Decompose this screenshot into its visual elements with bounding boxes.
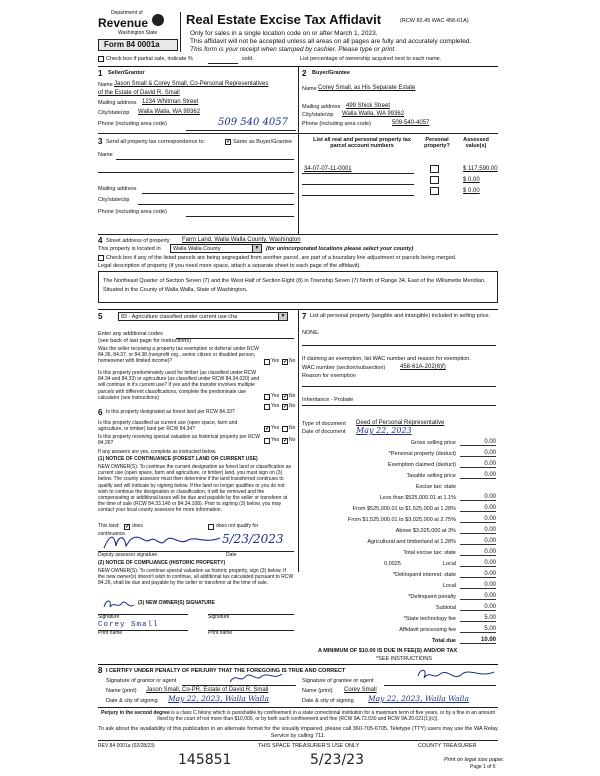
personal-deduct-amount[interactable]: 0.00 bbox=[460, 450, 496, 457]
pct-ownership-label: List percentage of ownership acquired next to each name. bbox=[300, 56, 442, 62]
signature-label-2: Signature bbox=[208, 614, 230, 620]
grantee-name[interactable]: Corey Small bbox=[344, 687, 377, 693]
local-rate: 0.0025 bbox=[384, 561, 401, 567]
chevron-down-icon: ▼ bbox=[278, 313, 287, 320]
street-label: Street address of property bbox=[106, 238, 170, 244]
personal-property-label: List all personal property (tangible and intangible) included in selling price. bbox=[310, 313, 491, 319]
historic-yes-label: Yes bbox=[271, 437, 280, 443]
delinq-local-amount[interactable]: 0.00 bbox=[460, 582, 496, 589]
new-owner-sig-label: (3) NEW OWNER(S) SIGNATURE bbox=[138, 600, 215, 606]
located-label: This property is located in bbox=[98, 246, 161, 252]
delinq-state-amount[interactable]: 0.00 bbox=[460, 571, 496, 578]
notice1-body: NEW OWNER(S): To continue the current designation as forest land or classification as current use (open space, farm and agriculture, or timber) land, you must sign on (3) below. The county assessor must then determine if the land transferred continues to qualify and will indicate by signing below. If the land no longer qualifies or you do not wish to continue the designation or classification, it will be removed and the compensating or additional taxes will be due and payable by the seller or transferor at the time of sale (RCW 84.33.140 or 84.34.108). Prior to signing (3) below, you may contact your local county assessor for more information. bbox=[98, 464, 292, 514]
tier4-label: Above $3,025,000 at 3% bbox=[395, 528, 456, 534]
buyer-city[interactable]: Walla Walla, WA 99362 bbox=[342, 111, 405, 117]
seller-name-line2[interactable]: of the Estate of David R. Small bbox=[98, 90, 180, 96]
county-select[interactable]: Walla Walla County ▼ bbox=[170, 244, 262, 253]
q1-no-checkbox[interactable]: ✓ bbox=[283, 359, 289, 365]
ag-label: Agricultural and timberland at 1.28% bbox=[367, 539, 456, 545]
segregated-label: Check box if any of the listed parcels are being segregated from another parcel, are part of a boundary line adjustment or parcels being merged. bbox=[106, 255, 457, 261]
assessed-value[interactable]: $ 117,590.00 bbox=[463, 166, 498, 172]
q2-yes-label: Yes bbox=[271, 393, 280, 399]
current-use-yes-checkbox[interactable]: ✓ bbox=[265, 426, 271, 432]
continuance-label: continuance. bbox=[98, 531, 127, 537]
accessibility-notice: To ask about the availability of this publication in an alternate format for the visually impaired, please call 360-705-6705. Teletype (TTY) users may use the WA Relay Service by calling 711. bbox=[98, 726, 498, 739]
grantee-signature bbox=[414, 666, 498, 686]
dept-logo-word: Revenue bbox=[98, 16, 149, 30]
historic-question: Is this property receiving special valuation as historical property per RCW 84.26? bbox=[98, 434, 261, 447]
seller-name-label: Name bbox=[98, 82, 113, 88]
buyer-num: 2 bbox=[302, 69, 307, 78]
exemption-deduct-label: Exemption claimed (deduct) bbox=[387, 462, 456, 468]
signature-label-1: Signature bbox=[98, 614, 120, 620]
county-treasurer: COUNTY TREASURER bbox=[418, 743, 477, 749]
subtotal-amount[interactable]: 0.00 bbox=[460, 604, 496, 611]
proc-fee-amount[interactable]: 5.00 bbox=[460, 626, 496, 633]
legal-desc-box[interactable] bbox=[98, 271, 498, 303]
revision: REV 84 0001a (02/28/23) bbox=[98, 743, 155, 749]
seller-mailing[interactable]: 1234 Whitman Street bbox=[142, 99, 199, 105]
seller-city-label: City/state/zip bbox=[98, 110, 130, 116]
forest-no-label: No bbox=[289, 403, 296, 409]
buyer-city-label: City/state/zip bbox=[302, 112, 334, 118]
perjury-text: is a class C felony which is punishable by confinement in a state correctional institution for a maximum term of five years, or by a fine in an amount fixed by the court of not more than $10,000, or by both such confinement and fine (RCW 9A.72.030 and RCW 9A.20.021(1)(c)). bbox=[157, 710, 495, 723]
current-use-no-label: No bbox=[289, 425, 296, 431]
form-sub3: This form is your receipt when stamped by cashier. Please type or print. bbox=[190, 46, 397, 53]
form-title: Real Estate Excise Tax Affidavit bbox=[186, 12, 382, 27]
street-address[interactable]: Farm Land, Walla Walla County, Washington bbox=[182, 237, 301, 243]
assessed-value[interactable]: $ 0.00 bbox=[463, 177, 480, 183]
grantor-date[interactable]: May 22, 2023, Walla Walla bbox=[168, 694, 269, 703]
gross-amount[interactable]: 0.00 bbox=[460, 439, 496, 446]
grantor-sig-label: Signature of grantor or agent bbox=[106, 678, 177, 684]
tech-fee-amount[interactable]: 5.00 bbox=[460, 615, 496, 622]
deputy-date: 5/23/2023 bbox=[222, 532, 284, 546]
minimum-note: A MINIMUM OF $10.00 IS DUE IN FEE(S) AND/OR TAX bbox=[318, 648, 458, 654]
legal-paper-note: Print on legal size paper. bbox=[444, 757, 505, 763]
forest-question: Is this property designated as forest land per RCW 84.33? bbox=[106, 409, 235, 415]
notice1-title: (1) NOTICE OF CONTINUANCE (FOREST LAND OR CURRENT USE) bbox=[98, 456, 258, 462]
buyer-name-label: Name bbox=[302, 86, 317, 92]
sec4-num: 4 bbox=[98, 236, 103, 245]
ag-amount[interactable]: 0.00 bbox=[460, 538, 496, 545]
this-land-label: This land: bbox=[98, 523, 120, 529]
excise-state-label: Excise tax: state bbox=[415, 484, 456, 490]
tier2-amount[interactable]: 0.00 bbox=[460, 505, 496, 512]
assessed-col-header: Assessed value(s) bbox=[463, 137, 489, 150]
tier1-label: Less than $525,000.01 at 1.1% bbox=[379, 495, 456, 501]
total-due-amount[interactable]: 10.00 bbox=[460, 637, 496, 644]
buyer-phone-label: Phone (including area code) bbox=[302, 121, 371, 127]
tier1-amount[interactable]: 0.00 bbox=[460, 494, 496, 501]
new-owner-print-name[interactable]: Corey Small bbox=[98, 621, 159, 629]
seller-mailing-label: Mailing address bbox=[98, 100, 137, 106]
proc-fee-label: Affidavit processing fee bbox=[399, 627, 456, 633]
forest-yes-label: Yes bbox=[271, 403, 280, 409]
notice2-body: NEW OWNER(S): To continue special valuation as historic property, sign (3) below. If the new owner(s) doesn't wish to continue, all additional tax calculated pursuant to RCW 84.26, shall be due and payable by the seller or transferor at the time of sale. bbox=[98, 568, 294, 587]
does-label: does bbox=[132, 523, 143, 529]
parcel-number[interactable]: 34-07-07-11-0001 bbox=[304, 166, 352, 172]
see-instructions: *SEE INSTRUCTIONS bbox=[376, 656, 432, 662]
buyer-mailing[interactable]: 499 Shick Street bbox=[346, 103, 391, 109]
dept-line1: Department of bbox=[111, 10, 143, 16]
personal-property-checkbox[interactable] bbox=[430, 176, 439, 184]
grantor-name[interactable]: Jason Small, Co-PR, Estate of David R. Small bbox=[146, 687, 269, 693]
exemption-deduct-amount[interactable]: 0.00 bbox=[460, 461, 496, 468]
sec6-num: 6 bbox=[98, 408, 103, 417]
dept-state: Washington State bbox=[118, 30, 158, 36]
same-as-buyer-label: Same as Buyer/Grantee bbox=[233, 139, 293, 145]
legal-desc-text: The Northeast Quarter of Section Seven (7) and the West Half of Section Eight (8) in Township Seven (7) North of Range 34, East of the Willamette Meridian. Situated in the County of Walla Walla, State of Washington. bbox=[103, 278, 486, 293]
q1-yes-checkbox[interactable] bbox=[264, 359, 270, 365]
personal-deduct-label: *Personal property (deduct) bbox=[388, 451, 456, 457]
grantor-name-label: Name (print) bbox=[106, 688, 137, 694]
sec3-label: Send all property tax correspondence to: bbox=[106, 139, 206, 145]
sec5-num: 5 bbox=[98, 312, 103, 321]
historic-no-checkbox[interactable]: ✓ bbox=[283, 438, 289, 444]
sec3-mailing-label: Mailing address bbox=[98, 186, 137, 192]
local-amount[interactable]: 0.00 bbox=[460, 560, 496, 567]
tier3-amount[interactable]: 0.00 bbox=[460, 516, 496, 523]
current-use-question: Is this property classified as current use (open space, farm and agriculture, or timber) land per RCW 84.34? bbox=[98, 420, 238, 433]
subtotal-label: Subtotal bbox=[435, 605, 456, 611]
tier4-amount[interactable]: 0.00 bbox=[460, 527, 496, 534]
additional-codes-label: Enter any additional codes bbox=[98, 331, 163, 337]
partial-sale-sold: sold. bbox=[242, 56, 254, 62]
legal-desc-label: Legal description of property (if you need more space, attach a separate sheet to each page of the affidavit). bbox=[98, 263, 361, 269]
sec3-num: 3 bbox=[98, 137, 103, 146]
q2-yes-checkbox[interactable] bbox=[264, 394, 270, 400]
total-state-label: Total excise tax: state bbox=[403, 550, 456, 556]
additional-codes-sub: (see back of last page for instructions) bbox=[98, 338, 191, 344]
taxable-amount[interactable]: 0.00 bbox=[460, 472, 496, 479]
new-owner-signature bbox=[100, 597, 140, 613]
buyer-name[interactable]: Corey Small, as His Separate Estate bbox=[318, 85, 416, 91]
forest-yes-checkbox[interactable] bbox=[264, 404, 270, 410]
grantee-date-label: Date & city of signing bbox=[302, 698, 354, 704]
sec7-num: 7 bbox=[302, 312, 307, 321]
forest-no-checkbox[interactable]: ✓ bbox=[283, 404, 289, 410]
seller-num: 1 bbox=[98, 69, 103, 78]
personal-col-header: Personal property? bbox=[424, 137, 450, 150]
seller-phone-label: Phone (including area code) bbox=[98, 121, 167, 127]
q1-yes-label: Yes bbox=[271, 358, 280, 364]
doc-type[interactable]: Deed of Personal Representative bbox=[356, 420, 445, 426]
timber-question: Is this property predominately used for timber (as classified under RCW 84.34 and 84.33) or agriculture (as classified under RCW 84.34.020) and will continue in it's current use? If yes and the transfer involves multiple parcels with different classifications, complete the predominate use calculator (see instructions) bbox=[98, 370, 260, 401]
handwritten-number: 145851 bbox=[178, 752, 232, 768]
seller-name-line1[interactable]: Jason Small & Corey Small, Co-Personal Representatives bbox=[114, 81, 269, 87]
page-number: Page 1 of 6 bbox=[470, 764, 496, 770]
form-sub2: This affidavit will not be accepted unless all areas on all pages are fully and accurately completed. bbox=[190, 38, 472, 45]
certify-statement: I CERTIFY UNDER PENALTY OF PERJURY THAT THE FOREGOING IS TRUE AND CORRECT bbox=[106, 668, 346, 674]
taxable-label: Taxable selling price bbox=[406, 473, 456, 479]
reason-value[interactable]: Inheritance - Probate bbox=[302, 397, 354, 403]
grantee-date[interactable]: May 22, 2023, Walla Walla bbox=[368, 694, 469, 703]
treasurer-use-only: THIS SPACE TREASURER'S USE ONLY bbox=[258, 743, 360, 749]
buyer-mailing-label: Mailing address bbox=[302, 104, 341, 110]
sec8-num: 8 bbox=[98, 666, 103, 675]
gross-label: Gross selling price bbox=[410, 440, 456, 446]
doc-type-label: Type of document bbox=[302, 421, 346, 427]
local-label: Local bbox=[442, 561, 456, 567]
exemption-claim-label: If claiming an exemption, list WAC number and reason for exemption. bbox=[302, 356, 471, 362]
delinq-local-label: Local bbox=[442, 583, 456, 589]
grantee-sig-label: Signature of grantee or agent bbox=[302, 678, 374, 684]
chevron-down-icon: ▼ bbox=[252, 245, 261, 252]
print-name-label-1: Print name bbox=[98, 630, 123, 636]
personal-property-checkbox[interactable] bbox=[430, 165, 439, 173]
historic-no-label: No bbox=[289, 437, 296, 443]
does-checkbox[interactable]: ✓ bbox=[125, 524, 131, 530]
buyer-phone[interactable]: 509-540-4057 bbox=[392, 120, 430, 126]
same-as-buyer-checkbox[interactable]: ✓ bbox=[226, 139, 232, 145]
unincorp-note: (for unincorporated locations please select your county) bbox=[266, 246, 414, 252]
buyer-heading: Buyer/Grantee bbox=[312, 70, 350, 76]
parcel-col-header: List all real and personal property tax parcel account numbers bbox=[313, 137, 411, 150]
delinq-penalty-amount[interactable]: 0.00 bbox=[460, 593, 496, 600]
grantor-signature bbox=[226, 670, 286, 686]
sec3-phone-label: Phone (including area code) bbox=[98, 209, 167, 215]
doc-date[interactable]: May 22, 2023 bbox=[356, 426, 412, 435]
q2-no-label: No bbox=[289, 393, 296, 399]
land-use-select[interactable]: 83 - Agriculture classified under current use cha ▼ bbox=[118, 312, 288, 321]
grantor-date-label: Date & city of signing bbox=[106, 698, 158, 704]
deputy-sig-label: Deputy assessor signature bbox=[98, 552, 158, 558]
seller-phone[interactable]: 509 540 4057 bbox=[218, 117, 288, 128]
exemption-question: Was the seller receiving a property tax exemption or deferral under RCW 84.36, 84.37, or 84.38 (nonprofit org., senior citizen or disabled person, homeowner with limited income)? bbox=[98, 346, 259, 365]
form-number: Form 84 0001a bbox=[104, 40, 160, 49]
total-state-amount[interactable]: 0.00 bbox=[460, 549, 496, 556]
perjury-notice bbox=[98, 710, 498, 723]
sec3-city-label: City/state/zip bbox=[98, 197, 130, 203]
wac-label: WAC number (section/subsection) bbox=[302, 365, 386, 371]
delinq-state-label: *Delinquent interest: state bbox=[393, 572, 456, 578]
deputy-date-label: Date bbox=[226, 552, 237, 558]
assessed-value[interactable]: $ 0.00 bbox=[463, 188, 480, 194]
tech-fee-label: *State technology fee bbox=[403, 616, 456, 622]
seller-heading: Seller/Grantor bbox=[108, 70, 145, 76]
current-use-yes-label: Yes bbox=[271, 425, 280, 431]
current-use-no-checkbox[interactable] bbox=[282, 426, 288, 432]
historic-yes-checkbox[interactable] bbox=[264, 438, 270, 444]
q1-no-label: No bbox=[289, 358, 296, 364]
does-not-label: does not qualify for bbox=[216, 523, 259, 529]
seller-city[interactable]: Walla Walla, WA 99362 bbox=[138, 109, 201, 115]
perjury-bold: Perjury in the second degree bbox=[101, 710, 170, 716]
reason-label: Reason for exemption bbox=[302, 373, 356, 379]
form-sub1: Only for sales in a single location code on or after March 1, 2023. bbox=[190, 30, 378, 37]
notice2-title: (2) NOTICE OF COMPLIANCE (HISTORIC PROPERTY) bbox=[98, 560, 226, 566]
print-name-label-2: Print name bbox=[208, 630, 233, 636]
segregated-checkbox[interactable] bbox=[98, 255, 104, 261]
personal-property-checkbox[interactable] bbox=[430, 187, 439, 195]
if-any-yes: If any answers are yes, complete as instructed below. bbox=[98, 449, 217, 455]
partial-sale-checkbox[interactable] bbox=[98, 56, 104, 62]
grantee-name-label: Name (print) bbox=[302, 688, 333, 694]
sec3-name-label: Name bbox=[98, 152, 113, 158]
handwritten-date: 5/23/23 bbox=[310, 752, 364, 768]
tier3-label: From $1,525,000.01 to $3,025,000 at 2.75% bbox=[348, 517, 456, 523]
total-due-label: Total due bbox=[431, 638, 456, 644]
partial-sale-label: Check box if partial sale, indicate % bbox=[106, 56, 193, 62]
wac-number[interactable]: 458-61A-202(6)f) bbox=[400, 364, 446, 370]
q2-no-checkbox[interactable]: ✓ bbox=[283, 394, 289, 400]
delinq-penalty-label: *Delinquent penalty bbox=[408, 594, 456, 600]
dor-logo-icon bbox=[152, 14, 164, 26]
form-title-ref: (RCW 82.45 WAC 458-61A) bbox=[400, 18, 469, 24]
doc-date-label: Date of document bbox=[302, 429, 346, 435]
personal-property-value[interactable]: NONE. bbox=[302, 330, 320, 336]
tier2-label: From $525,000.01 to $1,525,000 at 1.28% bbox=[352, 506, 456, 512]
